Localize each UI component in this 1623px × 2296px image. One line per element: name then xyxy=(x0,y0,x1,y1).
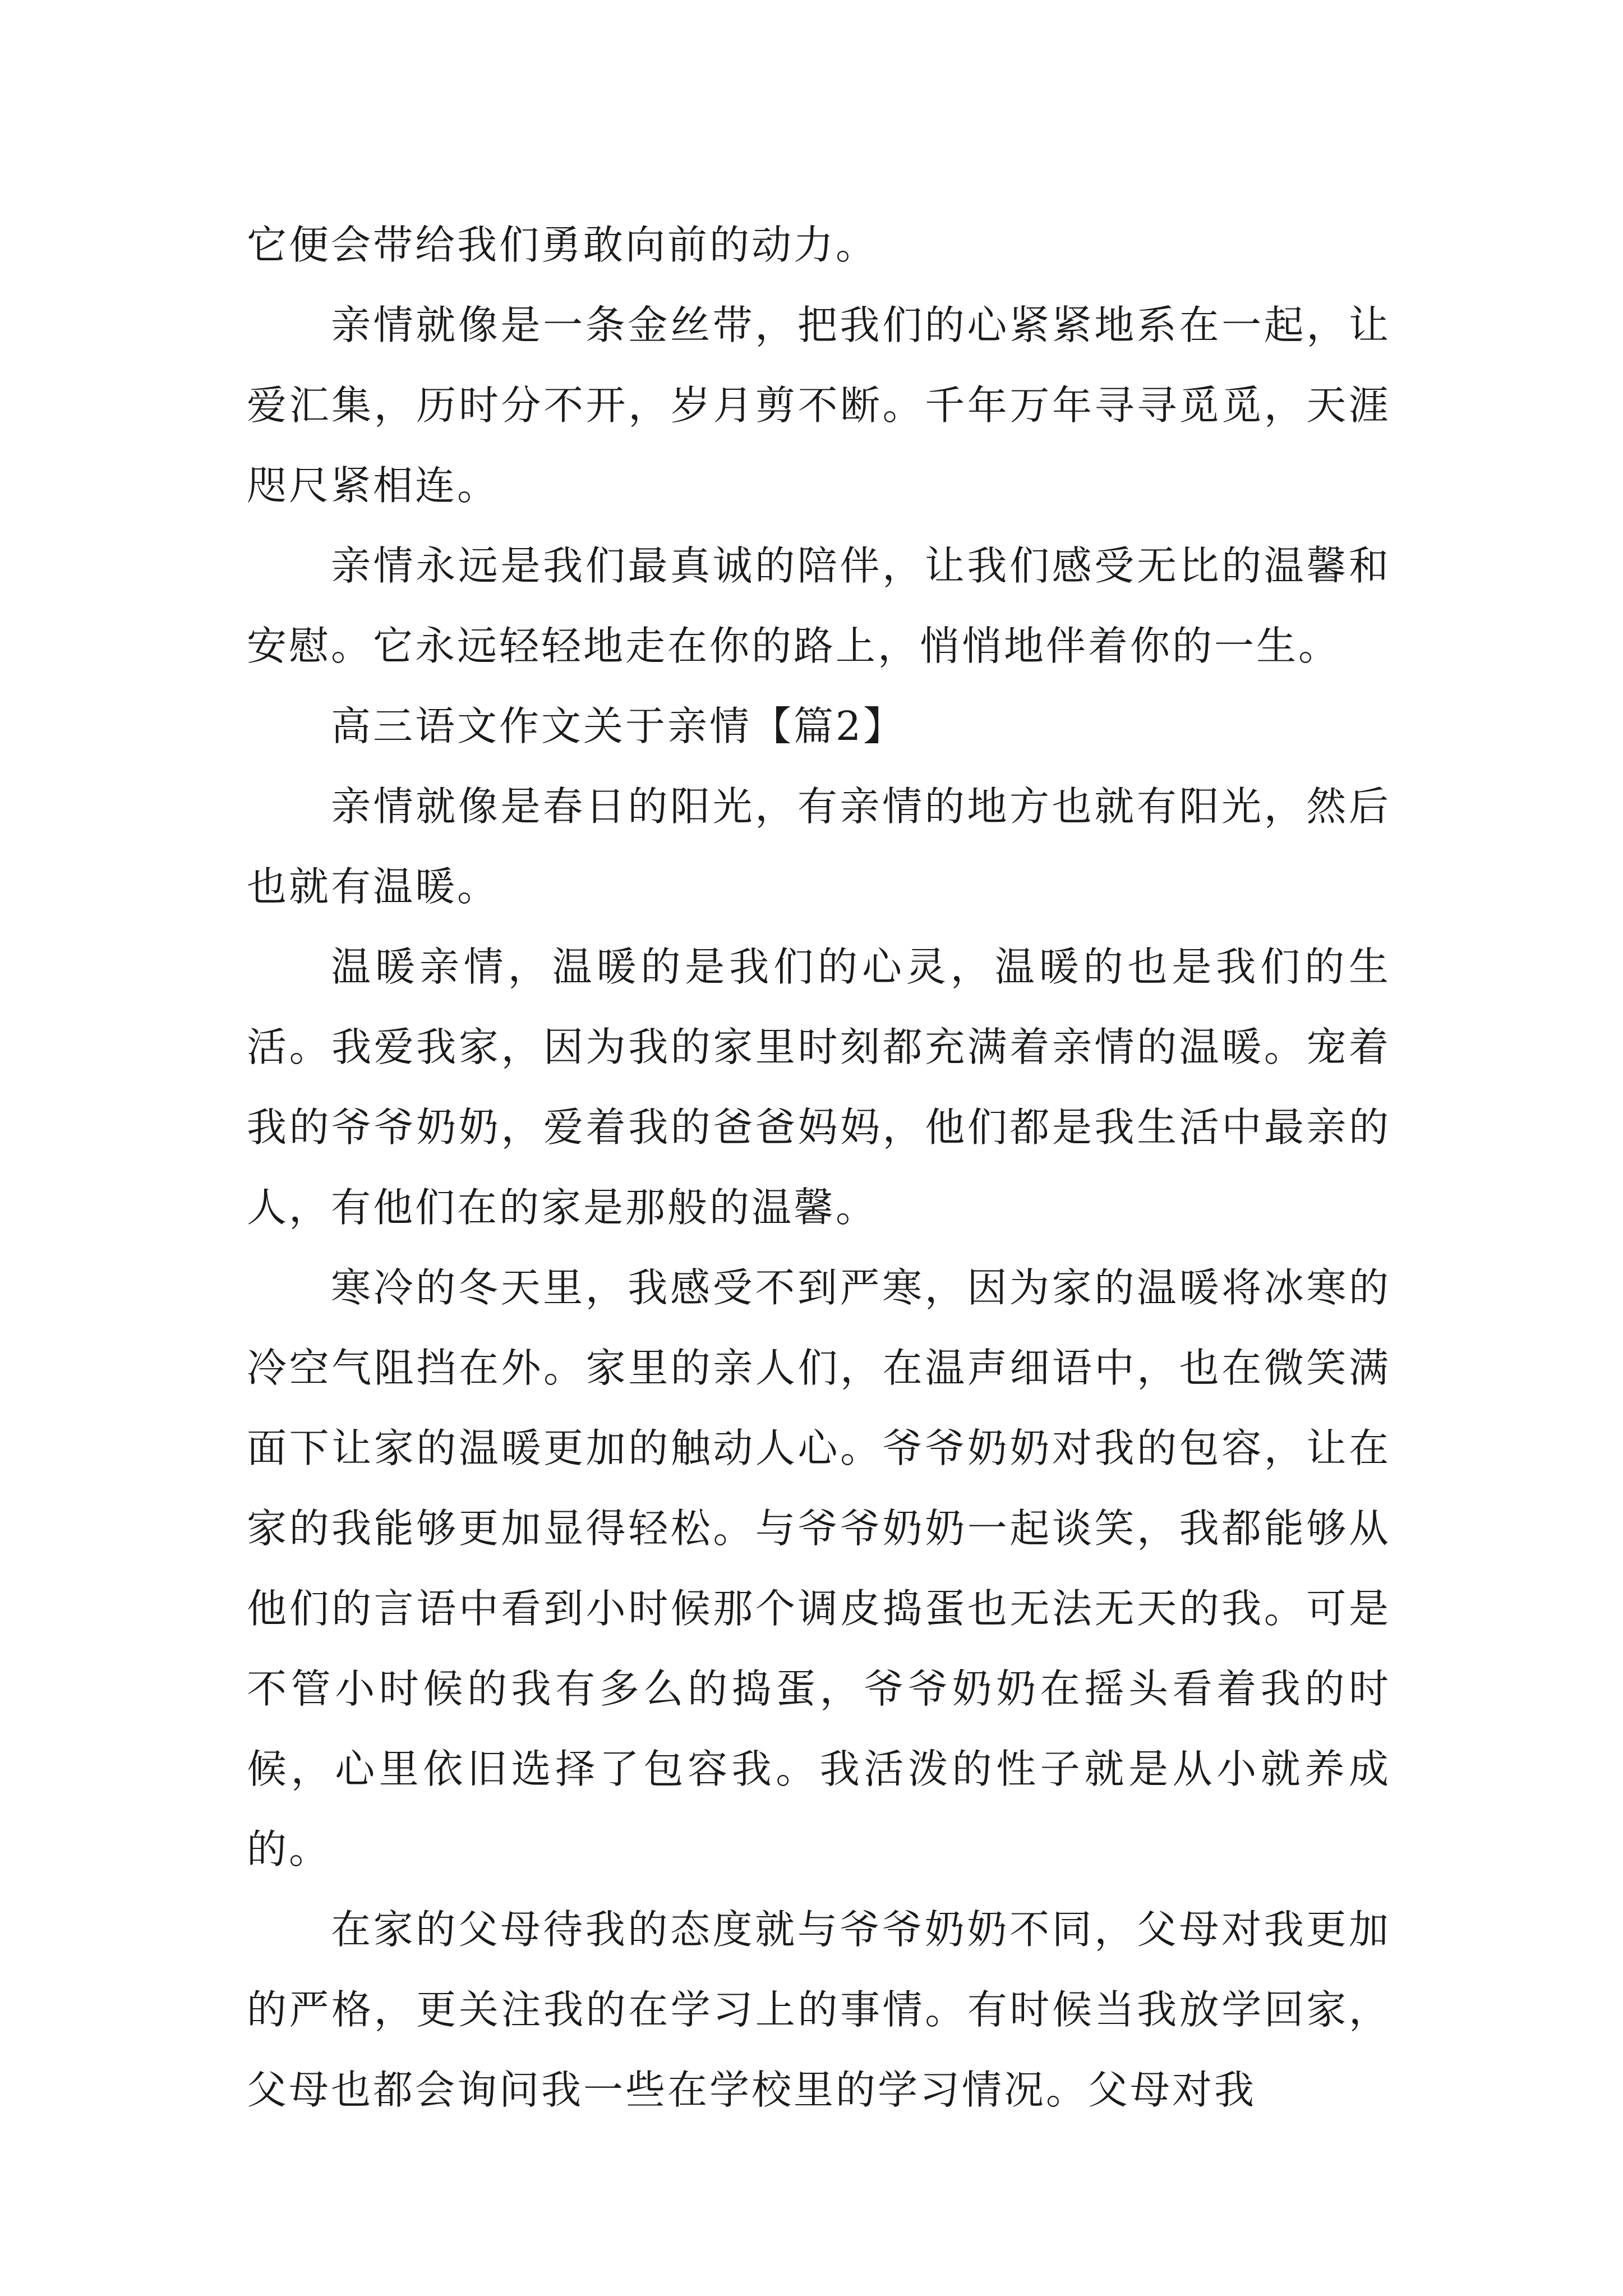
paragraph-continuation: 它便会带给我们勇敢向前的动力。 xyxy=(247,222,878,268)
paragraph: 亲情永远是我们最真诚的陪伴，让我们感受无比的温馨和安慰。它永远轻轻地走在你的路上，悄悄地伴着你的一生。 xyxy=(247,542,1391,669)
paragraph: 亲情就像是一条金丝带，把我们的心紧紧地系在一起，让爱汇集，历时分不开，岁月剪不断。千年万年寻寻觅觅，天涯咫尺紧相连。 xyxy=(247,302,1391,509)
body-text xyxy=(247,205,1391,2130)
paragraph: 温暖亲情，温暖的是我们的心灵，温暖的也是我们的生活。我爱我家，因为我的家里时刻都充满着亲情的温暖。宠着我的爷爷奶奶，爱着我的爸爸妈妈，他们都是我生活中最亲的人，有他们在的家是那般的温馨。 xyxy=(247,944,1391,1231)
paragraph: 在家的父母待我的态度就与爷爷奶奶不同，父母对我更加的严格，更关注我的在学习上的事情。有时候当我放学回家，父母也都会询问我一些在学校里的学习情况。父母对我 xyxy=(247,1906,1391,2113)
paragraph: 寒冷的冬天里，我感受不到严寒，因为家的温暖将冰寒的冷空气阻挡在外。家里的亲人们，在温声细语中，也在微笑满面下让家的温暖更加的触动人心。爷爷奶奶对我的包容，让在家的我能够更加显得轻松。与爷爷奶奶一起谈笑，我都能够从他们的言语中看到小时候那个调皮捣蛋也无法无天的我。可是不管小时候的我有多么的捣蛋，爷爷奶奶在摇头看着我的时候，心里依旧选择了包容我。我活泼的性子就是从小就养成的。 xyxy=(247,1264,1391,1872)
section-heading: 高三语文作文关于亲情【篇2】 xyxy=(331,703,906,749)
paragraph: 亲情就像是春日的阳光，有亲情的地方也就有阳光，然后也就有温暖。 xyxy=(247,783,1391,910)
